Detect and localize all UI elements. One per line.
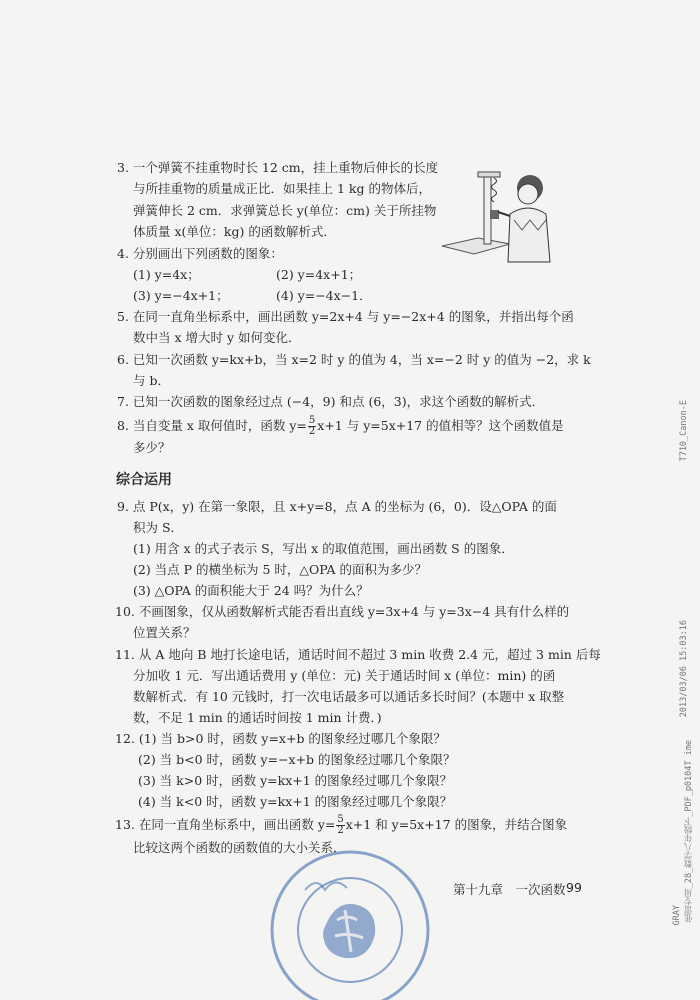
q4-prompt: 4. 分别画出下列函数的图象： [117, 246, 283, 261]
q12-item-3: (3) 当 k>0 时，函数 y=kx+1 的图象经过哪几个象限？ [138, 773, 453, 788]
chapter-footer: 第十九章 一次函数 [453, 882, 566, 897]
q8-line1 [117, 416, 564, 437]
q8-line2: 多少？ [133, 440, 171, 455]
scan-filename: 张雷专用_28_数学八年级下_PDF_p0104T ime [684, 740, 694, 923]
q3-line1: 3. 一个弹簧不挂重物时长 12 cm，挂上重物后伸长的长度 [117, 160, 439, 175]
scan-timestamp: 2013/03/06 15:03:16 [679, 620, 689, 718]
q13-text-a: 13. 在同一直角坐标系中，画出函数 y= [115, 817, 336, 832]
watermark-seal-logo [265, 840, 435, 1000]
q10-line1: 10. 不画图象，仅从函数解析式能否看出直线 y=3x+4 与 y=3x−4 具有什么样的 [115, 604, 570, 619]
q4-item-1: (1) y=4x； [133, 267, 200, 282]
q10-line2: 位置关系？ [133, 625, 196, 640]
scan-mode: GRAY [672, 905, 682, 926]
spring-experiment-illustration [440, 168, 552, 268]
q6-line1: 6. 已知一次函数 y=kx+b，当 x=2 时 y 的值为 4，当 x=−2 时 y 的值为 −2，求 k [117, 352, 591, 367]
q9-line1: 9. 点 P(x，y) 在第一象限，且 x+y=8，点 A 的坐标为 (6，0)．设△OPA 的面 [117, 499, 557, 514]
q11-line1: 11. 从 A 地向 B 地打长途电话，通话时间不超过 3 min 收费 2.4 元，超过 3 min 后每 [115, 647, 601, 662]
fraction-numerator: 5 [308, 415, 316, 426]
scan-device-label: T710_Canon-E [679, 400, 689, 462]
fraction-denominator: 2 [308, 426, 316, 437]
q11-line2: 分加收 1 元．写出通话费用 y (单位：元) 关于通话时间 x (单位：min) 的函 [133, 668, 556, 683]
q5-line1: 5. 在同一直角坐标系中，画出函数 y=2x+4 与 y=−2x+4 的图象，并指出每个函 [117, 309, 574, 324]
fraction-numerator-13: 5 [337, 814, 344, 825]
q12-item-2: (2) 当 b<0 时，函数 y=−x+b 的图象经过哪几个象限？ [138, 752, 456, 767]
fraction-denominator-13: 2 [337, 825, 344, 836]
q8-text-b: x+1 与 y=5x+17 的值相等？这个函数值是 [317, 418, 564, 433]
page-number: 99 [566, 880, 582, 895]
q4-item-3: (3) y=−4x+1； [133, 288, 229, 303]
q4-item-4: (4) y=−4x−1． [276, 288, 372, 303]
q9-item-2: (2) 当点 P 的横坐标为 5 时，△OPA 的面积为多少？ [133, 562, 428, 577]
q9-item-3: (3) △OPA 的面积能大于 24 吗？为什么？ [133, 583, 369, 598]
q6-line2: 与 b． [133, 373, 170, 388]
q3-line4: 体质量 x(单位：kg) 的函数解析式． [133, 224, 336, 239]
q12-item-4: (4) 当 k<0 时，函数 y=kx+1 的图象经过哪几个象限？ [138, 794, 453, 809]
fraction-five-halves [308, 416, 316, 437]
q7-line: 7. 已知一次函数的图象经过点 (−4，9) 和点 (6，3)，求这个函数的解析式． [117, 394, 545, 409]
q4-item-2: (2) y=4x+1； [276, 267, 362, 282]
q5-line2: 数中当 x 增大时 y 如何变化． [133, 330, 301, 345]
q9-item-1: (1) 用含 x 的式子表示 S，写出 x 的取值范围，画出函数 S 的图象． [133, 541, 514, 556]
fraction-five-halves-13 [336, 815, 344, 836]
q11-line4: 数，不足 1 min 的通话时间按 1 min 计费．) [133, 710, 382, 725]
q13-text-b: x+1 和 y=5x+17 的图象，并结合图象 [345, 817, 568, 832]
q9-line2: 积为 S． [133, 520, 184, 535]
q3-line2: 与所挂重物的质量成正比．如果挂上 1 kg 的物体后， [133, 181, 431, 196]
q12-item-1: 12. (1) 当 b>0 时，函数 y=x+b 的图象经过哪几个象限？ [115, 731, 446, 746]
q13-line2: 比较这两个函数的函数值的大小关系． [133, 840, 346, 855]
q11-line3: 数解析式．有 10 元钱时，打一次电话最多可以通话多长时间？(本题中 x 取整 [133, 689, 565, 704]
q3-line3: 弹簧伸长 2 cm．求弹簧总长 y(单位：cm) 关于所挂物 [133, 203, 437, 218]
q8-text-a: 8. 当自变量 x 取何值时，函数 y= [117, 418, 307, 433]
section-title: 综合运用 [116, 472, 172, 488]
q13-line1 [115, 815, 567, 836]
